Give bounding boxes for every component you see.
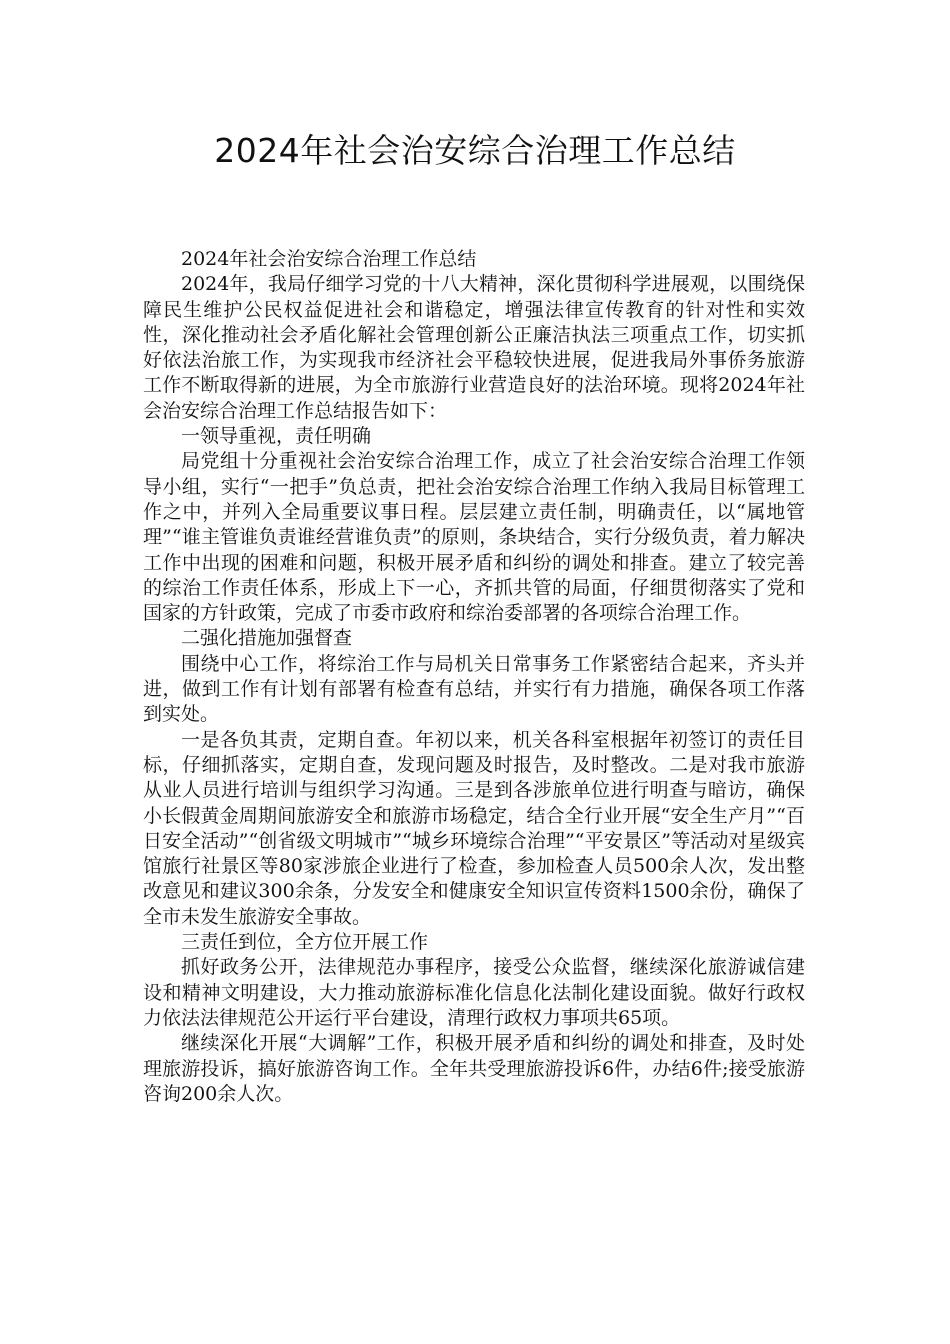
paragraph-section-1: 局党组十分重视社会治安综合治理工作，成立了社会治安综合治理工作领导小组，实行“一把手”负总责，把社会治安综合治理工作纳入我局目标管理工作之中，并列入全局重要议事日程。层层建立责任制，明确责任，以“属地管理”“谁主管谁负责谁经营谁负责”的原则，条块结合，实行分级负责，着力解决工作中出现的困难和问题，积极开展矛盾和纠纷的调处和排查。建立了较完善的综治工作责任体系，形成上下一心，齐抓共管的局面，仔细贯彻落实了党和国家的方针政策，完成了市委市政府和综治委部署的各项综合治理工作。 [143,450,805,625]
paragraph-section-3: 抓好政务公开，法律规范办事程序，接受公众监督，继续深化旅游诚信建设和精神文明建设，大力推动旅游标准化信息化法制化建设面貌。做好行政权力依法法律规范公开运行平台建设，清理行政权力事项共65项。 [143,956,805,1029]
document-body [143,247,805,1107]
paragraph-heading: 2024年社会治安综合治理工作总结 [181,248,477,270]
paragraph-section-2: 围绕中心工作，将综治工作与局机关日常事务工作紧密结合起来，齐头并进，做到工作有计划有部署有检查有总结，并实行有力措施，确保各项工作落到实处。 [143,652,805,726]
paragraph-section-3-mediation: 继续深化开展“大调解”工作，积极开展矛盾和纠纷的调处和排查，及时处理旅游投诉，搞好旅游咨询工作。全年共受理旅游投诉6件，办结6件;接受旅游咨询200余人次。 [143,1032,805,1105]
section-heading-1: 一领导重视，责任明确 [181,425,372,448]
document-title: 2024年社会治安综合治理工作总结 [214,131,736,170]
paragraph-section-2-details: 一是各负其责，定期自查。年初以来，机关各科室根据年初签订的责任目标，仔细抓落实，定期自查，发现问题及时报告，及时整改。二是对我市旅游从业人员进行培训与组织学习沟通。三是到各涉旅单位进行明查与暗访，确保小长假黄金周期间旅游安全和旅游市场稳定，结合全行业开展“安全生产月”“百日安全活动”“创省级文明城市”“城乡环境综合治理”“平安景区”等活动对星级宾馆旅行社景区等80家涉旅企业进行了检查，参加检查人员500余人次，发出整改意见和建议300余条，分发安全和健康安全知识宣传资料1500余份，确保了全市未发生旅游安全事故。 [143,728,805,928]
paragraph-intro: 2024年，我局仔细学习党的十八大精神，深化贯彻科学进展观，以围绕保障民生维护公民权益促进社会和谐稳定，增强法律宣传教育的针对性和实效性，深化推动社会矛盾化解社会管理创新公正廉洁执法三项重点工作，切实抓好依法治旅工作，为实现我市经济社会平稳较快进展，促进我局外事侨务旅游工作不断取得新的进展，为全市旅游行业营造良好的法治环境。现将2024年社会治安综合治理工作总结报告如下： [143,273,805,422]
section-heading-3: 三责任到位，全方位开展工作 [181,931,429,954]
section-heading-2: 二强化措施加强督查 [181,627,353,650]
